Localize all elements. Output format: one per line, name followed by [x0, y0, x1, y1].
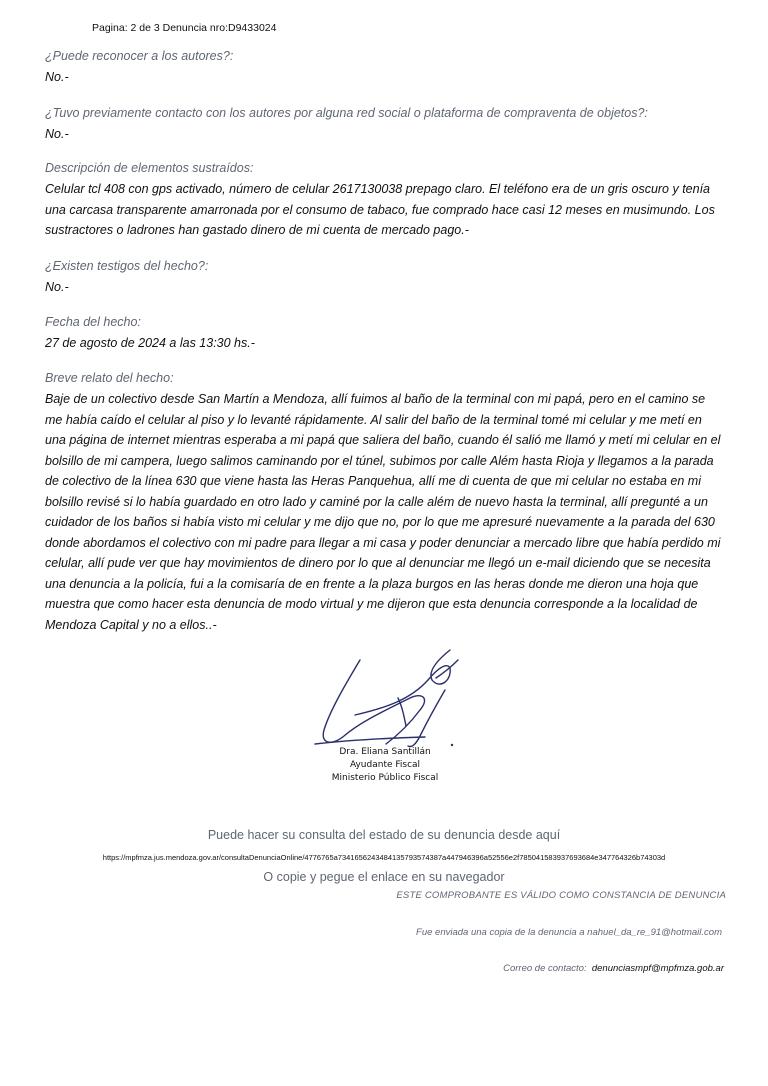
consult-link[interactable]: https://mpfmza.jus.mendoza.gov.ar/consultaDenunciaOnline/4776765a7341656243484135793574387a447946396a52556e2f785041583937693684e347764326b74303d [102, 853, 666, 862]
signatory-role: Ayudante Fiscal [349, 760, 421, 770]
answer-text: No.- [45, 127, 69, 141]
answer-text: No.- [45, 280, 69, 294]
handwritten-signature [300, 640, 470, 755]
answer-text: No.- [45, 70, 69, 84]
question-label: Descripción de elementos sustraídos: [45, 161, 254, 175]
qa-recognize-authors [45, 47, 725, 88]
signatory-block [300, 746, 470, 785]
consult-copy-hint: O copie y pegue el enlace en su navegador [263, 870, 505, 884]
qa-stolen-items [45, 159, 725, 241]
qa-prior-contact [45, 104, 725, 145]
question-label: ¿Tuvo previamente contacto con los autores por alguna red social o plataforma de compraventa de objetos?: [45, 106, 648, 120]
qa-narrative [45, 369, 725, 635]
consult-title: Puede hacer su consulta del estado de su denuncia desde aquí [207, 828, 561, 842]
answer-text: Baje de un colectivo desde San Martín a Mendoza, allí fuimos al baño de la terminal con mi papá, pero en el camino se me había caído el celular al piso y lo levanté rápidamente. Al salir del baño de la terminal tomé mi celular y me metí en una página de internet mientras esperaba a mi papá que saliera del baño, cuando él salió me llamó y metí mi celular en el bolsillo de mi campera, luego salimos caminando por el túnel, subimos por calle Além hasta Rioja y llegamos a la parada de colectivo de la línea 630 que viene hasta las Heras Panquehua, allí me di cuenta de que mi celular no estaba en mi bolsillo revisé si lo había guardado en otro lado y caminé por la calle além de nuevo hasta la terminal, allí pregunté a un cuidador de los baños si había visto mi celular y me dijo que no, por lo que me apresuré nuevamente a la parada del 630 donde abordamos el colectivo con mi padre para llegar a mi casa y poder denunciar a mercado libre que había perdido mi celular, allí pude ver que hay movimientos de dinero por lo que al denunciar me llegó un e-mail diciendo que se necesita una denuncia a la policía, fui a la comisaría de en frente a la plaza burgos en las heras donde me dieron una hoja que muestra que como hacer esta denuncia de modo virtual y me dijeron que esta denuncia corresponde a la localidad de Mendoza Capital y no a ellos..- [45, 392, 721, 632]
question-label: ¿Puede reconocer a los autores?: [45, 49, 234, 63]
contact-email[interactable]: denunciasmpf@mpfmza.gob.ar [591, 963, 724, 974]
signatory-name: Dra. Eliana Santillán [339, 747, 431, 757]
qa-date [45, 313, 725, 354]
question-label: ¿Existen testigos del hecho?: [45, 259, 209, 273]
page-header: Pagina: 2 de 3 Denuncia nro:D9433024 [92, 22, 277, 34]
answer-text: 27 de agosto de 2024 a las 13:30 hs.- [45, 336, 255, 350]
qa-witnesses [45, 257, 725, 298]
copy-sent-note: Fue enviada una copia de la denuncia a nahuel_da_re_91@hotmail.com [416, 927, 722, 938]
validity-note: ESTE COMPROBANTE ES VÁLIDO COMO CONSTANCIA DE DENUNCIA [396, 890, 726, 901]
question-label: Breve relato del hecho: [45, 371, 174, 385]
question-label: Fecha del hecho: [45, 315, 141, 329]
signatory-office: Ministerio Público Fiscal [331, 773, 439, 783]
answer-text: Celular tcl 408 con gps activado, número de celular 2617130038 prepago claro. El teléfono era de un gris oscuro y tenía una carcasa transparente amarronada por el consumo de tabaco, fue comprado hace casi 12 meses en musimundo. Los sustractores o ladrones han gastado dinero de mi cuenta de mercado pago.- [45, 182, 715, 237]
contact-label: Correo de contacto: [503, 963, 587, 974]
contact-line [503, 963, 724, 974]
